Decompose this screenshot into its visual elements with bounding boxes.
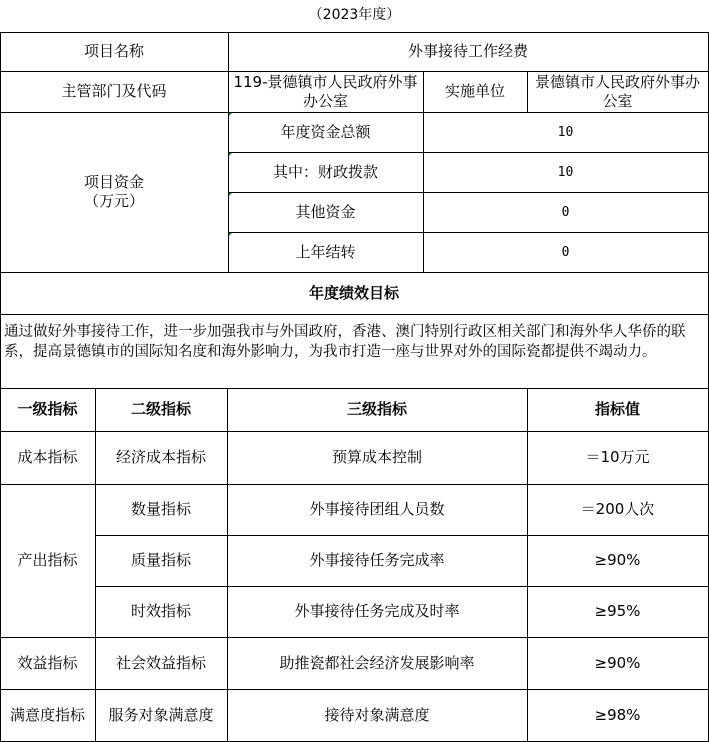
funds-row-label: 年度资金总额 — [228, 112, 423, 152]
output-level3: 外事接待任务完成率 — [227, 535, 527, 586]
header-level2: 二级指标 — [95, 388, 227, 431]
benefit-level2: 社会效益指标 — [95, 637, 227, 689]
output-level1: 产出指标 — [0, 484, 95, 637]
output-level2: 数量指标 — [95, 484, 227, 535]
funds-row-value: 10 — [423, 112, 708, 152]
cost-level2: 经济成本指标 — [95, 431, 227, 484]
header-level1: 一级指标 — [0, 388, 95, 431]
header-value: 指标值 — [527, 388, 708, 431]
output-value: ≥90% — [527, 535, 708, 586]
output-level3: 外事接待任务完成及时率 — [227, 586, 527, 637]
satisfaction-level2: 服务对象满意度 — [95, 689, 227, 741]
dept-value: 119-景德镇市人民政府外事办公室 — [228, 71, 423, 112]
satisfaction-level3: 接待对象满意度 — [227, 689, 527, 741]
cost-value: ＝10万元 — [527, 431, 708, 484]
goal-text: 通过做好外事接待工作，进一步加强我市与外国政府，香港、澳门特别行政区相关部门和海外华人华侨的联系，提高景德镇市的国际知名度和海外影响力，为我市打造一座与世界对外的国际瓷都提供不竭动力。 — [0, 314, 708, 388]
goal-title: 年度绩效目标 — [0, 272, 708, 314]
benefit-value: ≥90% — [527, 637, 708, 689]
output-level2: 时效指标 — [95, 586, 227, 637]
impl-unit-value: 景德镇市人民政府外事办公室 — [527, 71, 708, 112]
project-name-label: 项目名称 — [0, 32, 228, 71]
funds-label: 项目资金 — [83, 173, 144, 191]
benefit-level1: 效益指标 — [0, 637, 95, 689]
output-value: ＝200人次 — [527, 484, 708, 535]
output-value: ≥95% — [527, 586, 708, 637]
cost-level1: 成本指标 — [0, 431, 95, 484]
funds-row-value: 0 — [423, 192, 708, 232]
funds-label-cell — [0, 112, 228, 272]
funds-row-value: 10 — [423, 152, 708, 192]
impl-unit-label: 实施单位 — [423, 71, 527, 112]
funds-row-label: 其他资金 — [228, 192, 423, 232]
funds-unit: （万元） — [83, 192, 144, 210]
project-name-value: 外事接待工作经费 — [228, 32, 708, 71]
dept-label: 主管部门及代码 — [0, 71, 228, 112]
funds-row-label: 上年结转 — [228, 232, 423, 272]
satisfaction-level1: 满意度指标 — [0, 689, 95, 741]
output-level3: 外事接待团组人员数 — [227, 484, 527, 535]
header-level3: 三级指标 — [227, 388, 527, 431]
benefit-level3: 助推瓷都社会经济发展影响率 — [227, 637, 527, 689]
funds-row-label: 其中：财政拨款 — [228, 152, 423, 192]
cost-level3: 预算成本控制 — [227, 431, 527, 484]
output-level2: 质量指标 — [95, 535, 227, 586]
funds-row-value: 0 — [423, 232, 708, 272]
satisfaction-value: ≥98% — [527, 689, 708, 741]
year-label: （2023年度） — [308, 7, 401, 23]
